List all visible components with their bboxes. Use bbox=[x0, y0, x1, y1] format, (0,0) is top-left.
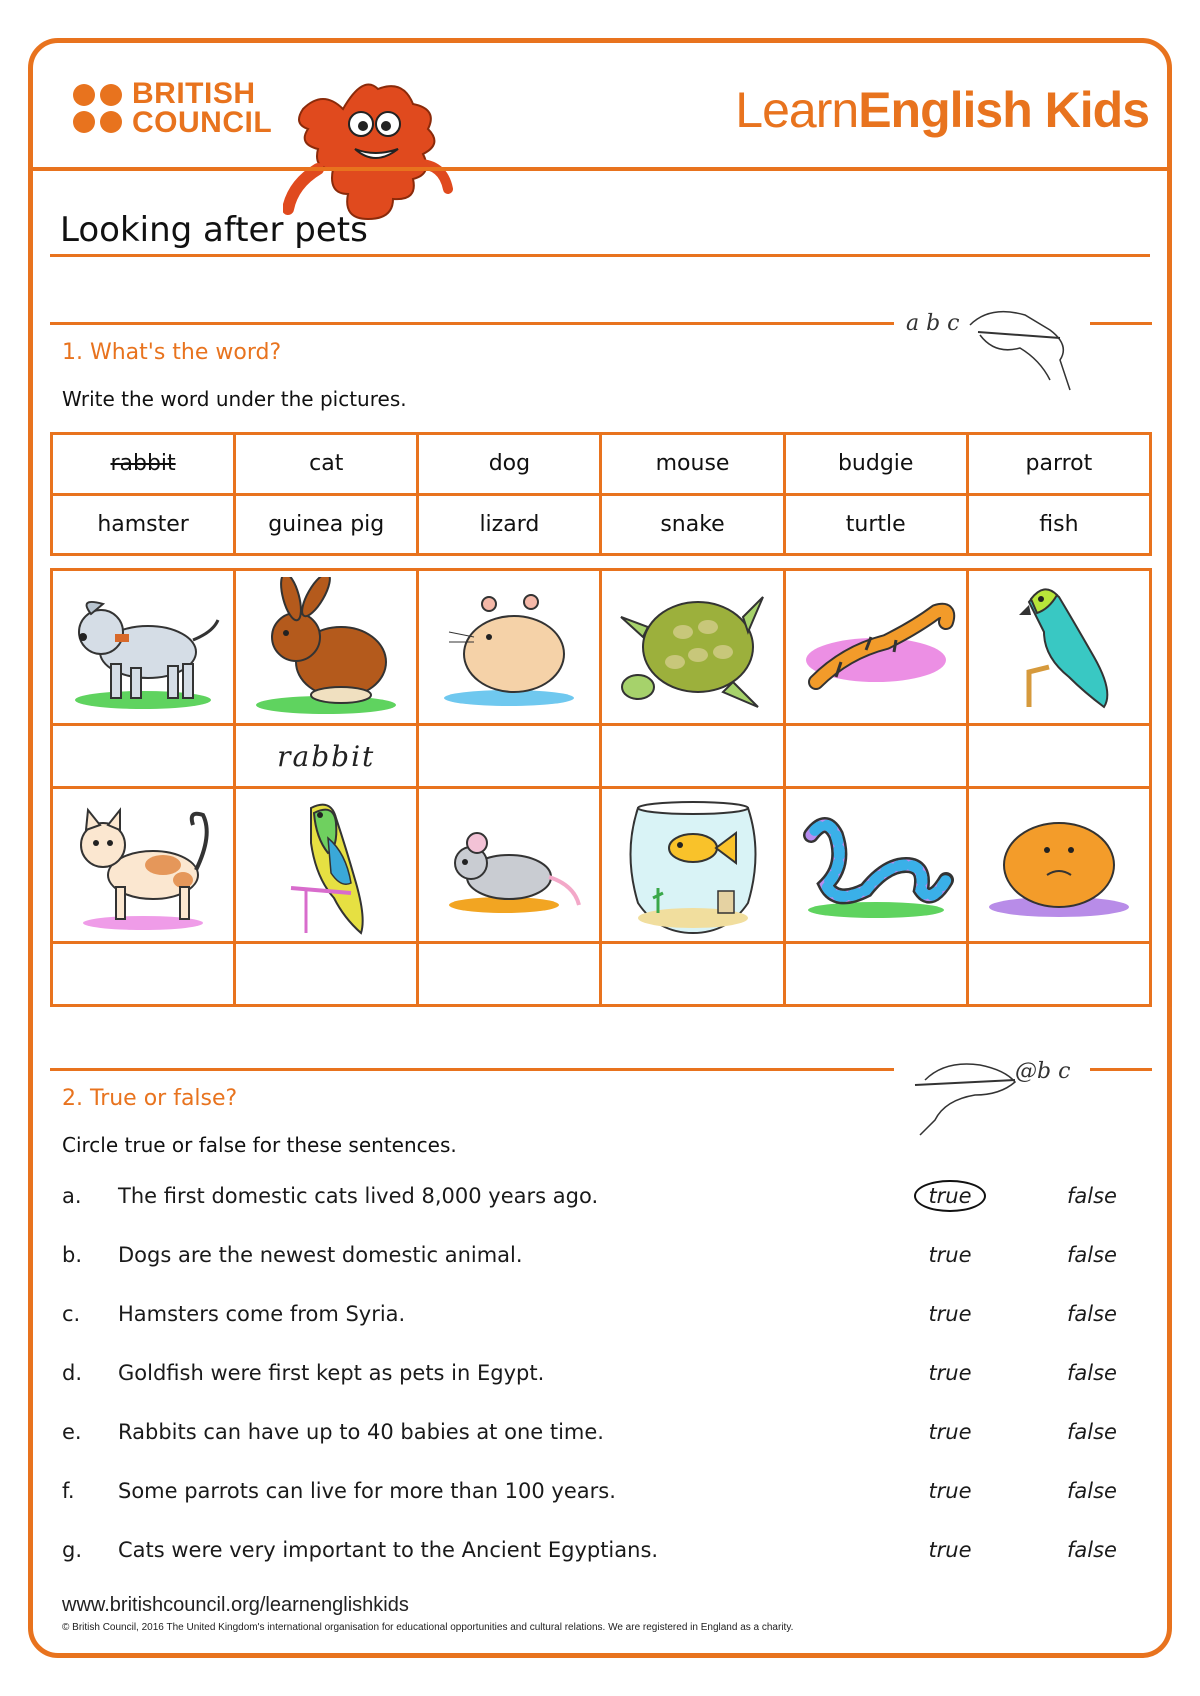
hamster-icon bbox=[429, 582, 589, 712]
false-option[interactable]: false bbox=[1067, 1302, 1117, 1326]
list-item bbox=[62, 1184, 1122, 1243]
answer-cell[interactable] bbox=[52, 725, 235, 788]
picture-cell bbox=[784, 570, 967, 725]
word-box-item: mouse bbox=[601, 434, 784, 495]
item-sentence: Hamsters come from Syria. bbox=[118, 1302, 406, 1326]
answer-cell[interactable] bbox=[967, 943, 1150, 1006]
word-box-item: budgie bbox=[784, 434, 967, 495]
word-box bbox=[50, 432, 1152, 556]
turtle-icon bbox=[613, 577, 773, 717]
true-option[interactable] bbox=[910, 1184, 990, 1208]
item-letter: b. bbox=[62, 1243, 83, 1267]
parrot-icon bbox=[989, 577, 1129, 717]
section1-rule-right bbox=[1090, 322, 1152, 325]
true-option[interactable]: true bbox=[928, 1302, 972, 1326]
answer-cell[interactable] bbox=[418, 943, 601, 1006]
section2-instruction: Circle true or false for these sentences. bbox=[62, 1133, 457, 1157]
dog-icon bbox=[63, 582, 223, 712]
picture-cell bbox=[52, 570, 235, 725]
picture-cell bbox=[967, 570, 1150, 725]
picture-cell bbox=[601, 788, 784, 943]
writing-hand-icon bbox=[900, 300, 1080, 400]
picture-cell bbox=[418, 788, 601, 943]
item-letter: a. bbox=[62, 1184, 82, 1208]
word-box-item: fish bbox=[967, 494, 1150, 555]
section1-rule-left bbox=[50, 322, 894, 325]
lek-logo-light: Learn bbox=[735, 82, 859, 138]
picture-cell bbox=[235, 570, 418, 725]
section2-rule-left bbox=[50, 1068, 894, 1071]
section2-abc-text: @b c bbox=[1015, 1059, 1071, 1084]
true-option[interactable]: true bbox=[928, 1361, 972, 1385]
picture-cell bbox=[418, 570, 601, 725]
answer-cell[interactable] bbox=[52, 943, 235, 1006]
cat-icon bbox=[68, 795, 218, 935]
word-box-item: lizard bbox=[418, 494, 601, 555]
list-item bbox=[62, 1420, 1122, 1479]
list-item bbox=[62, 1302, 1122, 1361]
picture-grid bbox=[50, 568, 1152, 1007]
lizard-icon bbox=[796, 582, 956, 712]
section1-instruction: Write the word under the pictures. bbox=[62, 387, 407, 411]
answer-cell[interactable] bbox=[235, 725, 418, 788]
list-item bbox=[62, 1479, 1122, 1538]
section2-rule-right bbox=[1090, 1068, 1152, 1071]
item-sentence: Cats were very important to the Ancient Egyptians. bbox=[118, 1538, 659, 1562]
answer-cell[interactable] bbox=[784, 943, 967, 1006]
section2-heading: 2. True or false? bbox=[62, 1086, 238, 1111]
true-option[interactable]: true bbox=[928, 1420, 972, 1444]
page-title: Looking after pets bbox=[60, 210, 368, 250]
title-rule bbox=[50, 254, 1150, 257]
answer-cell[interactable] bbox=[967, 725, 1150, 788]
false-option[interactable]: false bbox=[1067, 1538, 1117, 1562]
true-option[interactable]: true bbox=[928, 1243, 972, 1267]
monster-mascot-icon bbox=[283, 69, 453, 229]
item-sentence: The first domestic cats lived 8,000 years ago. bbox=[118, 1184, 599, 1208]
section1-heading: 1. What's the word? bbox=[62, 340, 282, 365]
british-council-logo bbox=[73, 79, 272, 137]
word-box-item: rabbit bbox=[52, 434, 235, 495]
word-box-item: cat bbox=[235, 434, 418, 495]
british-council-dots-icon bbox=[73, 84, 122, 133]
false-option[interactable]: false bbox=[1067, 1361, 1117, 1385]
answer-cell[interactable] bbox=[601, 725, 784, 788]
false-option[interactable]: false bbox=[1067, 1184, 1117, 1208]
item-sentence: Goldfish were first kept as pets in Egypt. bbox=[118, 1361, 545, 1385]
false-option[interactable]: false bbox=[1067, 1420, 1117, 1444]
goldfish-bowl-icon bbox=[618, 793, 768, 938]
list-item bbox=[62, 1538, 1122, 1597]
picture-cell bbox=[784, 788, 967, 943]
answer-cell[interactable] bbox=[235, 943, 418, 1006]
section1-abc-text: a b c bbox=[906, 311, 960, 336]
lek-logo-bold: English Kids bbox=[858, 82, 1149, 138]
word-box-item: hamster bbox=[52, 494, 235, 555]
writing-hand-icon bbox=[905, 1040, 1085, 1140]
learnenglish-kids-logo bbox=[735, 81, 1149, 139]
header-rule bbox=[33, 167, 1167, 171]
snake-icon bbox=[796, 805, 956, 925]
word-box-item: snake bbox=[601, 494, 784, 555]
list-item bbox=[62, 1243, 1122, 1302]
item-sentence: Some parrots can live for more than 100 years. bbox=[118, 1479, 616, 1503]
circled-answer: true bbox=[914, 1180, 985, 1212]
answer-cell[interactable] bbox=[601, 943, 784, 1006]
false-option[interactable]: false bbox=[1067, 1243, 1117, 1267]
item-sentence: Dogs are the newest domestic animal. bbox=[118, 1243, 523, 1267]
item-sentence: Rabbits can have up to 40 babies at one time. bbox=[118, 1420, 604, 1444]
item-letter: g. bbox=[62, 1538, 83, 1562]
item-letter: d. bbox=[62, 1361, 83, 1385]
item-letter: c. bbox=[62, 1302, 81, 1326]
word-box-item: dog bbox=[418, 434, 601, 495]
bc-logo-line1: BRITISH bbox=[132, 77, 256, 110]
picture-cell bbox=[235, 788, 418, 943]
header bbox=[33, 43, 1167, 168]
bc-logo-line2: COUNCIL bbox=[132, 106, 273, 139]
picture-cell bbox=[967, 788, 1150, 943]
word-box-item: parrot bbox=[967, 434, 1150, 495]
true-false-list bbox=[62, 1184, 1122, 1597]
false-option[interactable]: false bbox=[1067, 1479, 1117, 1503]
answer-cell[interactable] bbox=[784, 725, 967, 788]
answer-text: rabbit bbox=[277, 739, 376, 773]
item-letter: f. bbox=[62, 1479, 75, 1503]
footer-copyright: © British Council, 2016 The United Kingdom's international organisation for educational opportunities and cultural relations. We are registered in England as a charity. bbox=[62, 1622, 794, 1633]
footer-url[interactable]: www.britishcouncil.org/learnenglishkids bbox=[62, 1594, 409, 1616]
rabbit-icon bbox=[246, 577, 406, 717]
picture-cell bbox=[601, 570, 784, 725]
true-option[interactable]: true bbox=[928, 1538, 972, 1562]
picture-cell bbox=[52, 788, 235, 943]
word-box-item: turtle bbox=[784, 494, 967, 555]
item-letter: e. bbox=[62, 1420, 82, 1444]
mouse-icon bbox=[429, 805, 589, 925]
budgie-icon bbox=[256, 793, 396, 938]
true-option[interactable]: true bbox=[928, 1479, 972, 1503]
word-box-item: guinea pig bbox=[235, 494, 418, 555]
guinea-pig-icon bbox=[979, 805, 1139, 925]
list-item bbox=[62, 1361, 1122, 1420]
answer-cell[interactable] bbox=[418, 725, 601, 788]
